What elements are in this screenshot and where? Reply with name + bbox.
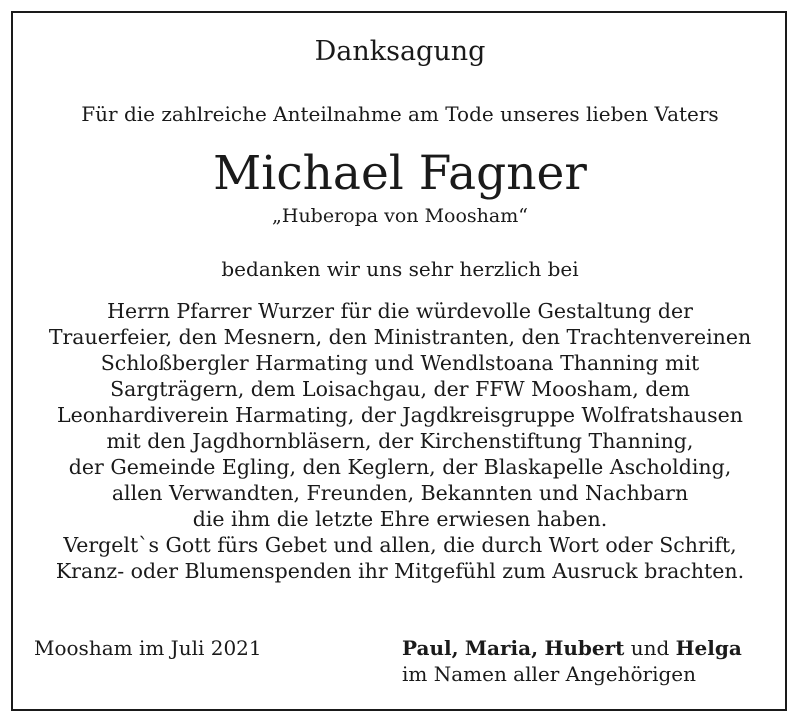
thanks-body	[0, 298, 800, 584]
body-line: Kranz- oder Blumenspenden ihr Mitgefühl zum Ausruck brachten.	[55, 559, 745, 583]
body-line: Sargträgern, dem Loisachgau, der FFW Moosham, dem	[110, 377, 690, 401]
signer-name: Hubert	[544, 636, 625, 660]
nickname-text: „Huberopa von Moosham“	[272, 205, 528, 227]
body-line: Leonhardiverein Harmating, der Jagdkreisgruppe Wolfratshausen	[57, 403, 743, 427]
family-line: im Namen aller Angehörigen	[402, 662, 697, 686]
signer-name: Paul,	[402, 636, 459, 660]
body-line: Herrn Pfarrer Wurzer für die würdevolle Gestaltung der	[107, 299, 693, 323]
thanks-intro-text: bedanken wir uns sehr herzlich bei	[221, 257, 579, 281]
body-line: Vergelt`s Gott fürs Gebet und allen, die durch Wort oder Schrift,	[63, 533, 737, 557]
body-line: der Gemeinde Egling, den Keglern, der Blaskapelle Ascholding,	[68, 455, 732, 479]
body-line: mit den Jagdhornbläsern, der Kirchenstiftung Thanning,	[106, 429, 694, 453]
body-line: die ihm die letzte Ehre erwiesen haben.	[192, 507, 608, 531]
signature-block	[402, 635, 742, 687]
signer-name: Maria,	[464, 636, 539, 660]
body-line: Schloßbergler Harmating und Wendlstoana Thanning mit	[100, 351, 700, 375]
deceased-name: Michael Fagner	[213, 146, 587, 201]
body-line: allen Verwandten, Freunden, Bekannten und Nachbarn	[111, 481, 689, 505]
intro-text: Für die zahlreiche Anteilnahme am Tode unseres lieben Vaters	[81, 102, 719, 126]
body-line: Trauerfeier, den Mesnern, den Ministranten, den Trachtenvereinen	[48, 325, 752, 349]
page-title: Danksagung	[314, 36, 486, 67]
signer-name: Helga	[675, 636, 742, 660]
signature-names	[402, 635, 742, 661]
signature-conjunction: und	[630, 636, 670, 660]
place-date: Moosham im Juli 2021	[34, 636, 262, 660]
